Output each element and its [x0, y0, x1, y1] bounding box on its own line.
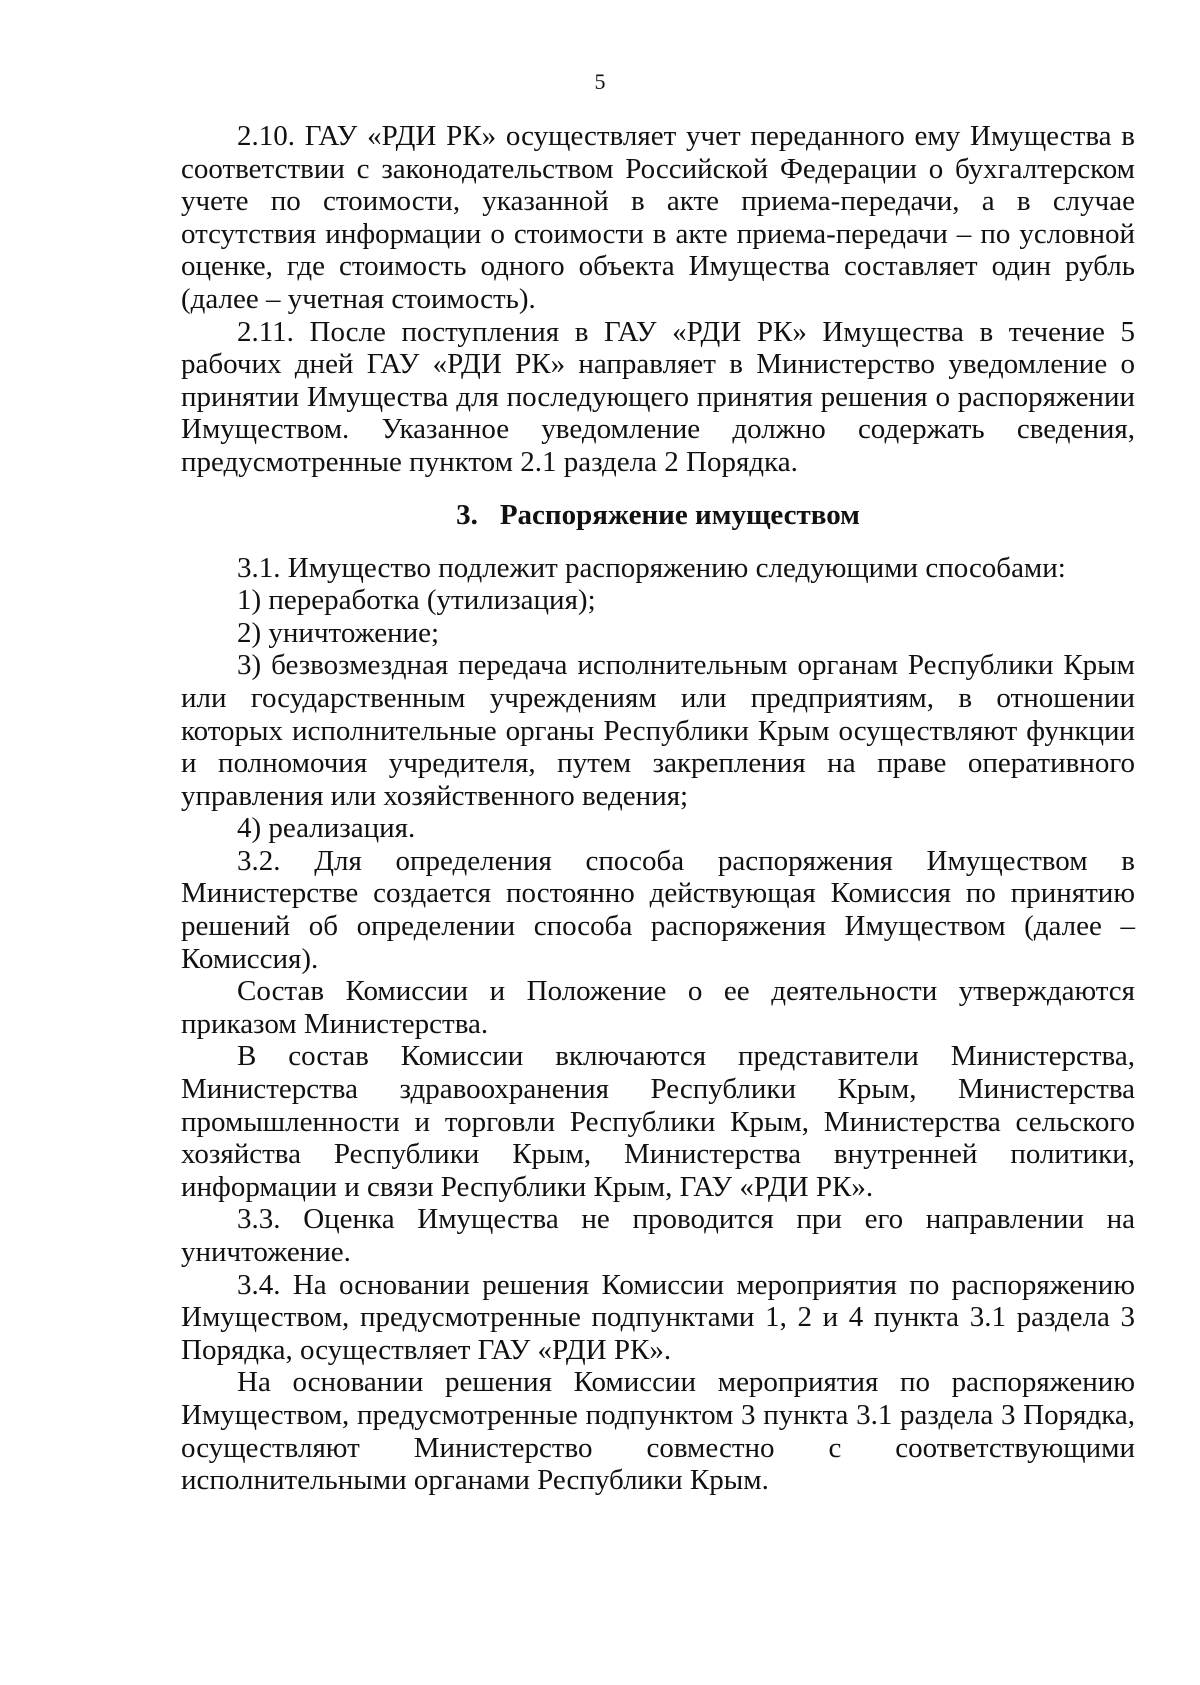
paragraph-3-1: 3.1. Имущество подлежит распоряжению следующими способами: [237, 551, 1066, 584]
document-body [181, 120, 1135, 1497]
paragraph-2-10: 2.10. ГАУ «РДИ РК» осуществляет учет переданного ему Имущества в соответствии с законодательством Российской Федерации о бухгалтерском учете по стоимости, указанной в акте приема-передачи, а в случае отсутствия информации о стоимости в акте приема-передачи – по условной оценке, где стоимость одного объекта Имущества составляет один рубль (далее – учетная стоимость). [181, 120, 1135, 315]
list-item-1: 1) переработка (утилизация); [237, 584, 596, 617]
list-item-2: 2) уничтожение; [237, 616, 440, 649]
paragraph-2-11: 2.11. После поступления в ГАУ «РДИ РК» Имущества в течение 5 рабочих дней ГАУ «РДИ РК» направляет в Министерство уведомление о принятии Имущества для последующего принятия решения о распоряжении Имуществом. Указанное уведомление должно содержать сведения, предусмотренные пунктом 2.1 раздела 2 Порядка. [181, 315, 1135, 478]
section-title: Распоряжение имуществом [499, 498, 860, 531]
list-item-3: 3) безвозмездная передача исполнительным органам Республики Крым или государственным учреждениям или предприятиям, в отношении которых исполнительные органы Республики Крым осуществляют функции и полномочия учредителя, путем закрепления на праве оперативного управления или хозяйственного ведения; [181, 649, 1135, 812]
paragraph-3-4-continued: На основании решения Комиссии мероприятия по распоряжению Имуществом, предусмотренные подпунктом 3 пункта 3.1 раздела 3 Порядка, осуществляют Министерство совместно с соответствующими исполнительными органами Республики Крым. [181, 1366, 1135, 1497]
paragraph-3-3: 3.3. Оценка Имущества не проводится при его направлении на уничтожение. [181, 1203, 1135, 1268]
page-number: 5 [594, 69, 606, 94]
section-heading [181, 498, 1135, 532]
paragraph-commission-composition: Состав Комиссии и Положение о ее деятельности утверждаются приказом Министерства. [181, 975, 1135, 1040]
paragraph-3-2: 3.2. Для определения способа распоряжения Имуществом в Министерстве создается постоянно действующая Комиссия по принятию решений об определении способа распоряжения Имуществом (далее – Комиссия). [181, 844, 1135, 975]
list-item-4: 4) реализация. [237, 812, 416, 845]
paragraph-commission-members: В состав Комиссии включаются представители Министерства, Министерства здравоохранения Республики Крым, Министерства промышленности и торговли Республики Крым, Министерства сельского хозяйства Республики Крым, Министерства внутренней политики, информации и связи Республики Крым, ГАУ «РДИ РК». [181, 1040, 1135, 1203]
section-number: 3. [456, 498, 478, 531]
paragraph-3-4: 3.4. На основании решения Комиссии мероприятия по распоряжению Имуществом, предусмотренные подпунктами 1, 2 и 4 пункта 3.1 раздела 3 Порядка, осуществляет ГАУ «РДИ РК». [181, 1268, 1135, 1366]
